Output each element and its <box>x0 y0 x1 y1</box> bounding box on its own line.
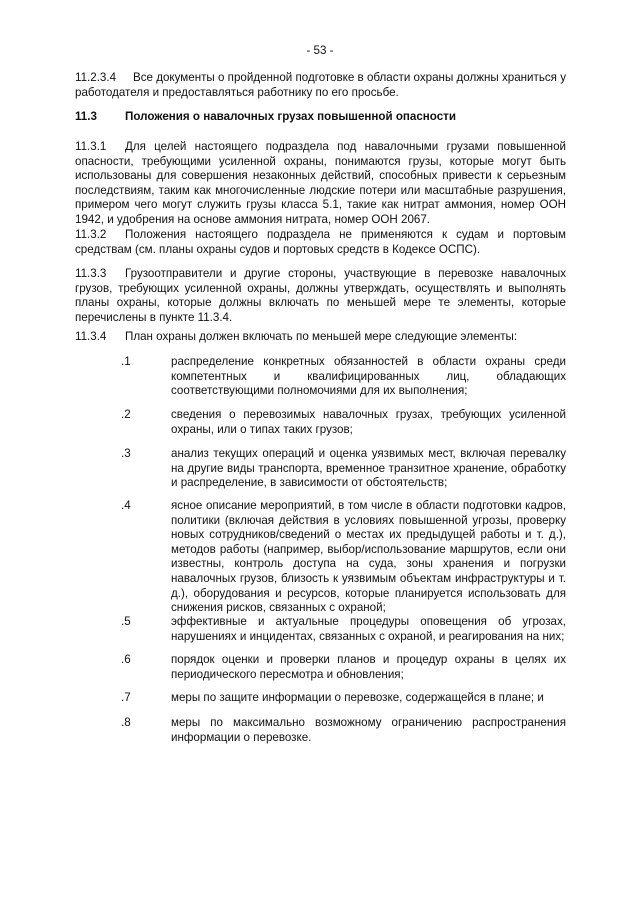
list-item-marker: .5 <box>121 615 131 628</box>
list-item-marker: .2 <box>121 408 131 421</box>
paragraph-text: Все документы о пройденной подготовке в области охраны должны храниться у работодателя и предоставляться работнику по его просьбе. <box>75 71 566 99</box>
paragraph-number: 11.3.1 <box>75 140 107 153</box>
paragraph-text: Грузоотправители и другие стороны, участвующие в перевозке навалочных грузов, требующих усиленной охраны, должны утверждать, осуществлять и выполнять планы охраны, которые должны включать по меньшей мере те элементы, которые перечислены в пункте 11.3.4. <box>75 267 566 324</box>
list-item-text: порядок оценки и проверки планов и процедур охраны в целях их периодического пересмотра и обновления; <box>171 653 566 681</box>
list-item-text: эффективные и актуальные процедуры оповещения об угрозах, нарушениях и инцидентах, связанных с охраной, и реагирования на них; <box>171 615 566 643</box>
list-item-text: меры по защите информации о перевозке, содержащейся в плане; и <box>171 691 544 704</box>
paragraph-11-3-3 <box>75 267 566 325</box>
paragraph-11-2-3-4 <box>75 71 566 100</box>
list-item-marker: .6 <box>121 653 131 666</box>
list-item-text: меры по максимально возможному ограничению распространения информации о перевозке. <box>171 716 566 744</box>
list-item-text: ясное описание мероприятий, в том числе в области подготовки кадров, политики (включая действия в условиях повышенной угрозы, проверку новых сотрудников/сведений о местах их предыдущей работы и т. д.), методов работы (например, выбор/использование маршрутов, если они известны, контроль доступа на суда, зоны хранения и погрузки навалочных грузов, близость к уязвимым объектам инфраструктуры и т. д.), оборудования и ресурсов, которые планируется использовать для снижения рисков, связанных с охраной; <box>171 499 566 615</box>
paragraph-text: Для целей настоящего подраздела под навалочными грузами повышенной опасности, требующими усиленной охраны, понимаются грузы, которые могут быть использованы для совершения незаконных действий, способных привести к серьезным последствиям, таким как многочисленные людские потери или масштабные разрушения, примером чего могут служить грузы класса 5.1, такие как нитрат аммония, номер ООН 1942, и удобрения на основе аммония нитрата, номер ООН 2067. <box>75 140 566 226</box>
list-item-text: распределение конкретных обязанностей в области охраны среди компетентных и квалифицированных лиц, обладающих соответствующими полномочиями для их выполнения; <box>171 355 566 398</box>
list-item-text: анализ текущих операций и оценка уязвимых мест, включая перевалку на другие виды транспорта, временное транзитное хранение, обработку и распределение, в зависимости от обстоятельств; <box>171 447 566 490</box>
list-item-marker: .7 <box>121 691 131 704</box>
list-item-text: сведения о перевозимых навалочных грузах, требующих усиленной охраны, или о типах таких грузов; <box>171 408 566 436</box>
list-item-marker: .1 <box>121 355 131 368</box>
paragraph-number: 11.3.3 <box>75 267 107 280</box>
paragraph-number: 11.2.3.4 <box>75 71 117 84</box>
section-heading <box>75 110 566 125</box>
list-item-marker: .8 <box>121 716 131 729</box>
section-title: Положения о навалочных грузах повышенной опасности <box>125 110 456 123</box>
paragraph-number: 11.3.4 <box>75 330 107 343</box>
paragraph-number: 11.3.2 <box>75 228 107 241</box>
paragraph-11-3-4 <box>75 330 566 345</box>
paragraph-11-3-2 <box>75 228 566 257</box>
page-number: - 53 - <box>306 44 334 57</box>
paragraph-text: Положения настоящего подраздела не применяются к судам и портовым средствам (см. планы охраны судов и портовых средств в Кодексе ОСПС). <box>75 228 566 256</box>
section-number: 11.3 <box>75 110 97 123</box>
paragraph-text: План охраны должен включать по меньшей мере следующие элементы: <box>125 330 518 343</box>
list-item-marker: .3 <box>121 447 131 460</box>
paragraph-11-3-1 <box>75 140 566 228</box>
list-item-marker: .4 <box>121 499 131 512</box>
